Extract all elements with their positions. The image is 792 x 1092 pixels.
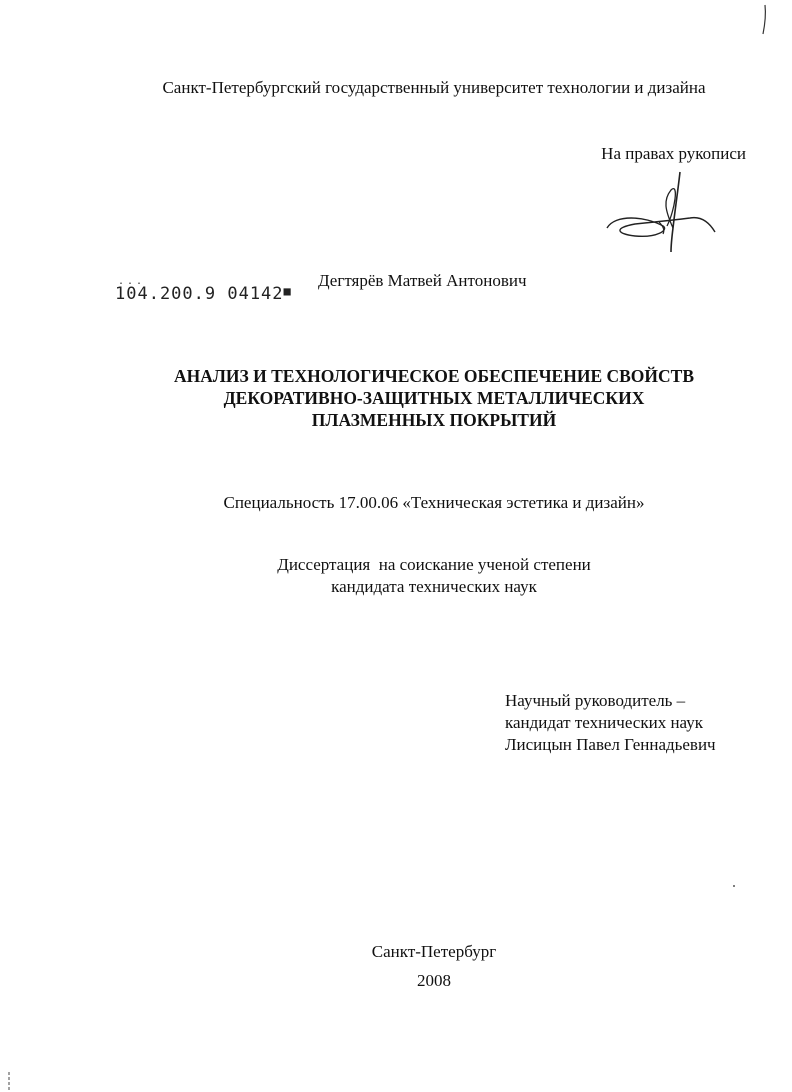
year: 2008 bbox=[417, 971, 451, 990]
supervisor-degree: кандидат технических наук bbox=[505, 713, 703, 732]
margin-mark bbox=[760, 4, 768, 36]
city: Санкт-Петербург bbox=[371, 942, 497, 961]
dissertation-title bbox=[0, 365, 792, 431]
title-line: ДЕКОРАТИВНО-ЗАЩИТНЫХ МЕТАЛЛИЧЕСКИХ bbox=[223, 388, 645, 408]
university-name: Санкт-Петербургский государственный университет технологии и дизайна bbox=[162, 78, 706, 97]
stamp-number: 104.200.9 04142 bbox=[115, 284, 284, 304]
binding-mark bbox=[6, 1072, 12, 1090]
stamp-dots: ... bbox=[118, 276, 146, 287]
degree-statement bbox=[0, 554, 792, 598]
signature-mark bbox=[605, 170, 720, 255]
specialty: Специальность 17.00.06 «Техническая эстетика и дизайн» bbox=[223, 493, 645, 512]
supervisor-name: Лисицын Павел Геннадьевич bbox=[505, 735, 716, 754]
author-name: Дегтярёв Матвей Антонович bbox=[318, 271, 527, 290]
library-stamp-number bbox=[115, 284, 292, 304]
supervisor-role: Научный руководитель – bbox=[505, 691, 686, 710]
supervisor-block bbox=[505, 690, 716, 756]
degree-line: кандидата технических наук bbox=[331, 577, 537, 596]
degree-line: Диссертация на соискание ученой степени bbox=[277, 555, 591, 574]
title-line: АНАЛИЗ И ТЕХНОЛОГИЧЕСКОЕ ОБЕСПЕЧЕНИЕ СВОЙСТВ bbox=[173, 366, 695, 386]
title-line: ПЛАЗМЕННЫХ ПОКРЫТИЙ bbox=[311, 410, 557, 430]
manuscript-rights-label: На правах рукописи bbox=[601, 144, 746, 163]
stamp-bullet-icon: ■ bbox=[283, 284, 292, 298]
scan-speck bbox=[733, 885, 735, 887]
